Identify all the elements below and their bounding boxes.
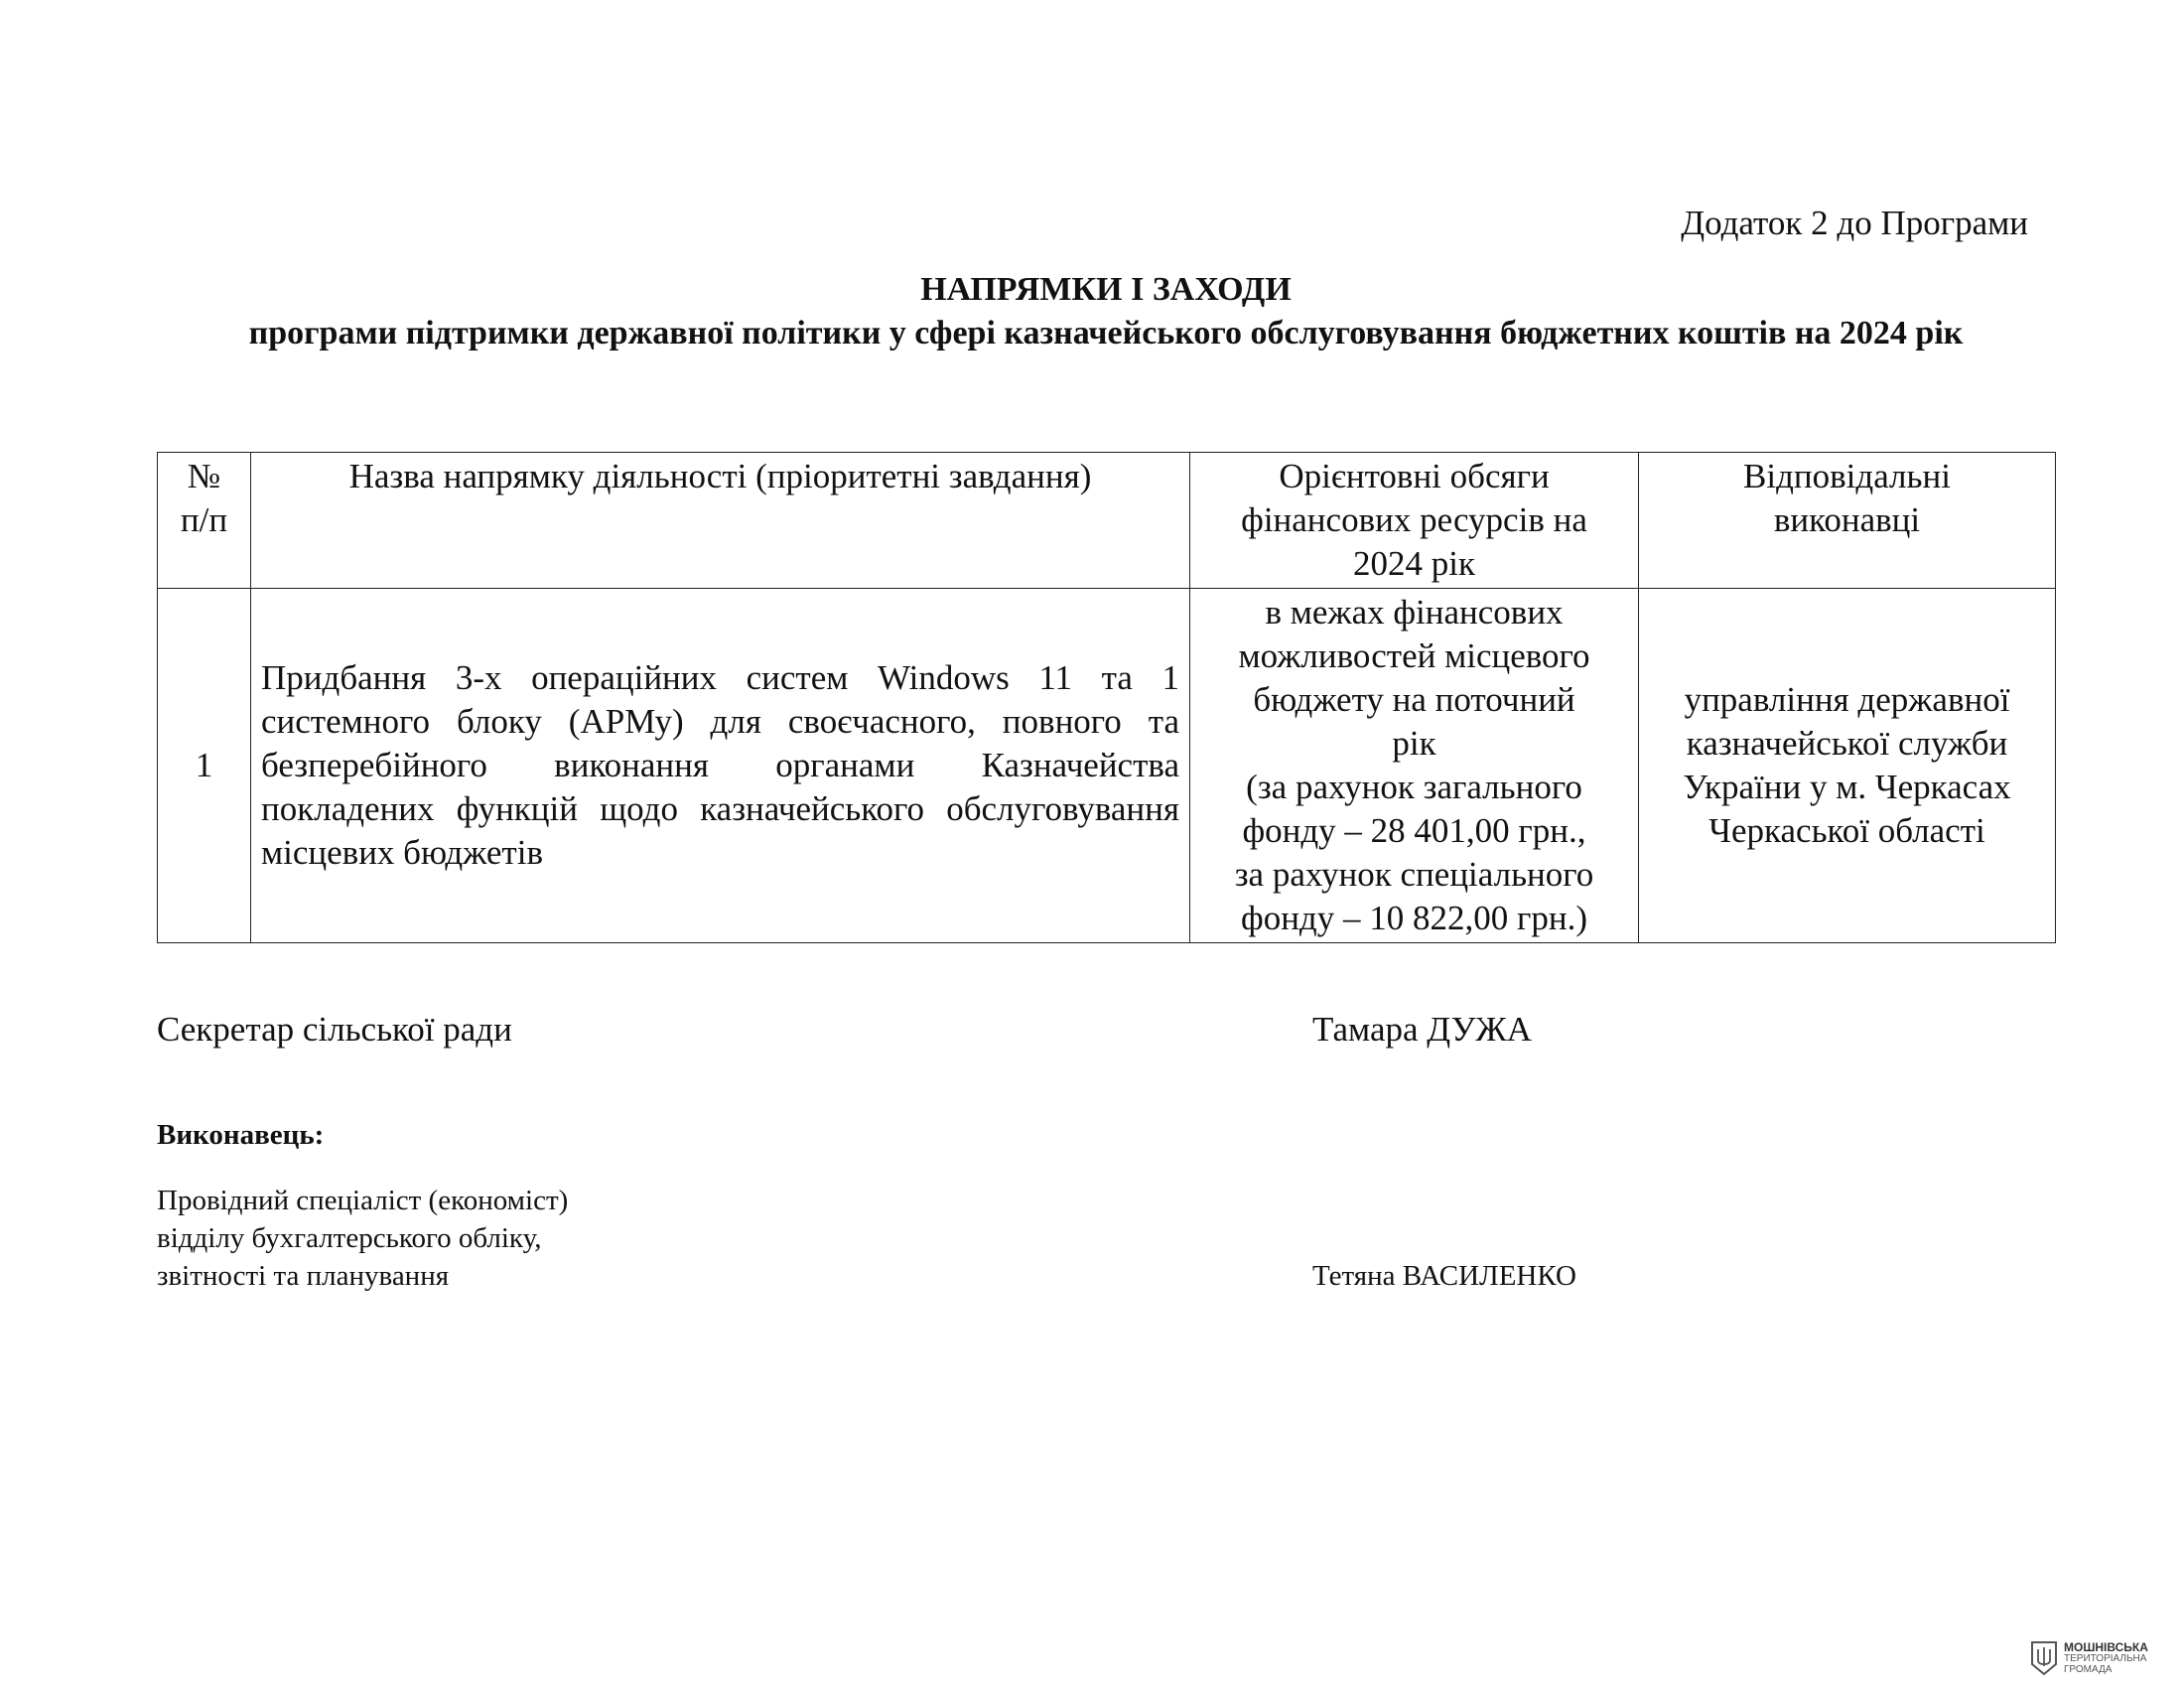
community-logo bbox=[2030, 1640, 2148, 1676]
header-activity-name: Назва напрямку діяльності (пріоритетні завдання) bbox=[251, 453, 1190, 589]
row-executors: управління державної казначейської служби України у м. Черкасах Черкаської області bbox=[1639, 589, 2056, 943]
header-executors: Відповідальні виконавці bbox=[1639, 453, 2056, 589]
row-finance: в межах фінансових можливостей місцевого бюджету на поточний рік (за рахунок загального фонду – 28 401,00 грн., за рахунок спеціального фонду – 10 822,00 грн.) bbox=[1190, 589, 1639, 943]
measures-table bbox=[157, 452, 2056, 943]
row-number: 1 bbox=[158, 589, 251, 943]
title-heading: НАПРЯМКИ І ЗАХОДИ bbox=[920, 271, 1292, 308]
secretary-name: Тамара ДУЖА bbox=[1312, 1010, 1532, 1049]
header-finance: Орієнтовні обсяги фінансових ресурсів на 2024 рік bbox=[1190, 453, 1639, 589]
table-header-row bbox=[158, 453, 2056, 589]
title-subheading: програми підтримки державної політики у сфері казначейського обслуговування бюджетних коштів на 2024 рік bbox=[248, 315, 1964, 352]
table-row bbox=[158, 589, 2056, 943]
trident-icon bbox=[2030, 1640, 2058, 1676]
executor-position: Провідний спеціаліст (економіст) відділу бухгалтерського обліку, звітності та планування bbox=[157, 1185, 569, 1292]
secretary-title: Секретар сільської ради bbox=[157, 1010, 512, 1049]
logo-text: МОШНІВСЬКА ТЕРИТОРІАЛЬНА ГРОМАДА bbox=[2064, 1639, 2148, 1675]
executor-name: Тетяна ВАСИЛЕНКО bbox=[1312, 1260, 1576, 1292]
document-title bbox=[157, 268, 2055, 355]
header-number: № п/п bbox=[158, 453, 251, 589]
executor-label: Виконавець: bbox=[157, 1119, 325, 1151]
row-activity-name: Придбання 3-х операційних систем Windows 11 та 1 системного блоку (АРМу) для своєчасного, повного та безперебійного виконання органами Казначейства покладених функцій щодо казначейського обслуговування місцевих бюджетів bbox=[251, 589, 1190, 943]
appendix-label: Додаток 2 до Програми bbox=[1681, 204, 2028, 242]
